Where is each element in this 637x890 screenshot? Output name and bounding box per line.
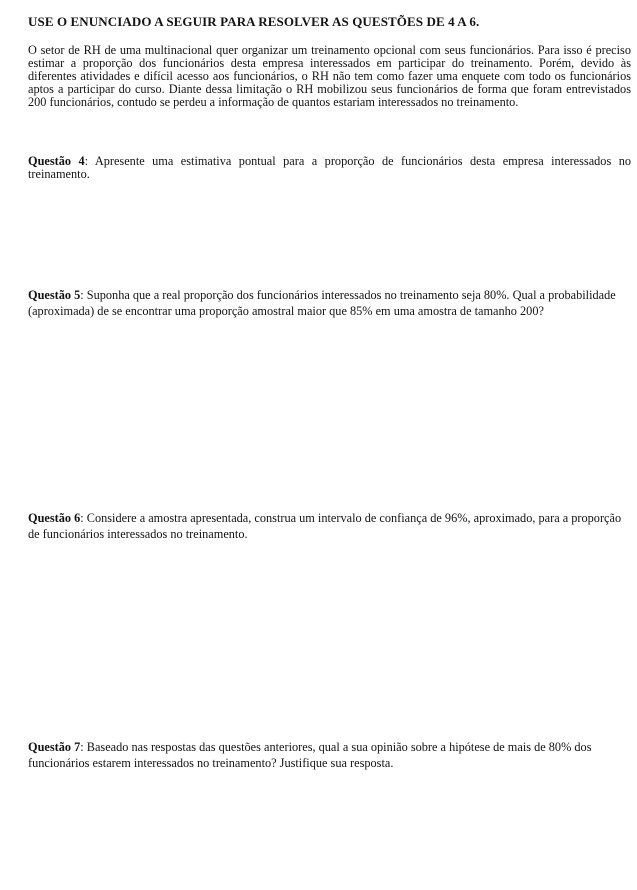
question-7-text: : Baseado nas respostas das questões anteriores, qual a sua opinião sobre a hipótese de mais de 80% dos funcionários estarem interessados no treinamento? Justifique sua resposta. — [28, 740, 592, 770]
question-4-label: Questão 4 — [28, 154, 85, 168]
question-4 — [28, 155, 631, 181]
problem-statement: O setor de RH de uma multinacional quer organizar um treinamento opcional com seus funcionários. Para isso é preciso estimar a proporção dos funcionários desta empresa interessados em participar do treinamento. Porém, devido às diferentes atividades e difícil acesso aos funcionários, o RH não tem como fazer uma enquete com todo os funcionários aptos a participar do curso. Diante dessa limitação o RH mobilizou seus funcionários de forma que foram entrevistados 200 funcionários, contudo se perdeu a informação de quantos estariam interessados no treinamento. — [28, 43, 631, 109]
question-5 — [28, 288, 631, 319]
instructions-heading: USE O ENUNCIADO A SEGUIR PARA RESOLVER AS QUESTÕES DE 4 A 6. — [28, 14, 480, 29]
question-7-label: Questão 7 — [28, 740, 81, 754]
question-7 — [28, 740, 631, 771]
question-6-label: Questão 6 — [28, 511, 81, 525]
question-5-label: Questão 5 — [28, 288, 81, 302]
question-4-text: : Apresente uma estimativa pontual para a proporção de funcionários desta empresa interessados no treinamento. — [28, 154, 631, 181]
question-6 — [28, 511, 631, 542]
question-5-text: : Suponha que a real proporção dos funcionários interessados no treinamento seja 80%. Qual a probabilidade (aproximada) de se encontrar uma proporção amostral maior que 85% em uma amostra de tamanho 200? — [28, 288, 616, 318]
question-6-text: : Considere a amostra apresentada, construa um intervalo de confiança de 96%, aproximado, para a proporção de funcionários interessados no treinamento. — [28, 511, 622, 541]
